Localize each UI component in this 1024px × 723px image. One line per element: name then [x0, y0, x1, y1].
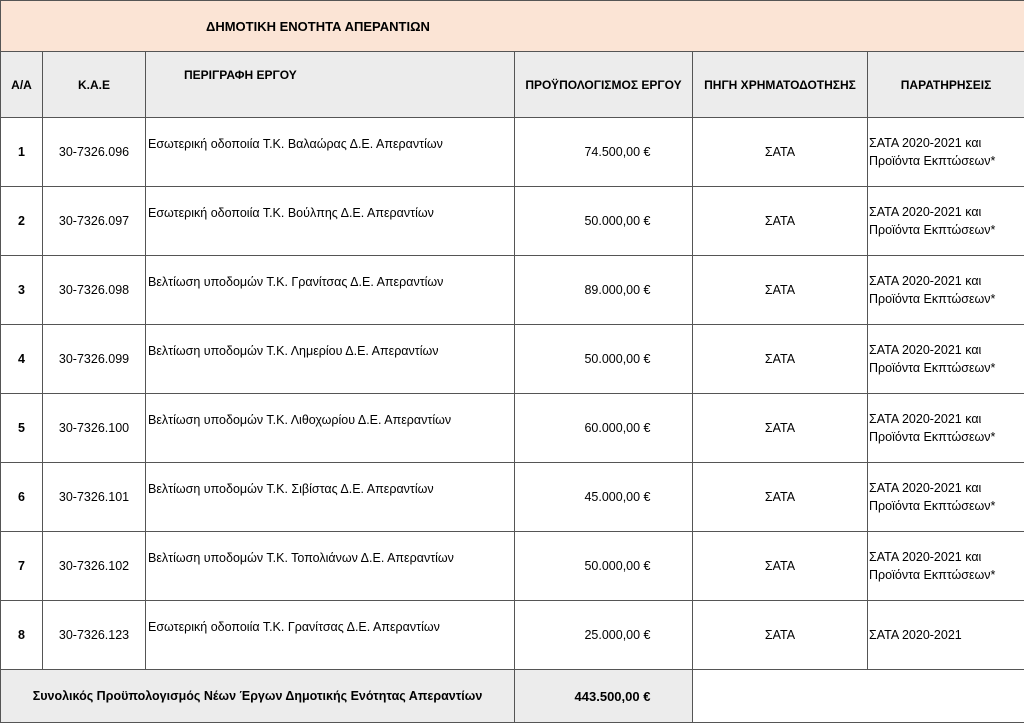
- row-funding-source: ΣΑΤΑ: [693, 187, 868, 256]
- row-number: 1: [1, 118, 43, 187]
- header-row: [1, 52, 1024, 118]
- table-row: [1, 463, 1024, 532]
- title-row: [1, 1, 1024, 52]
- row-number: 5: [1, 394, 43, 463]
- row-description: Εσωτερική οδοποιία Τ.Κ. Βαλαώρας Δ.Ε. Απεραντίων: [146, 118, 515, 187]
- header-source: ΠΗΓΗ ΧΡΗΜΑΤΟΔΟΤΗΣΗΣ: [693, 52, 868, 118]
- total-blank-cell: [693, 670, 1024, 723]
- row-funding-source: ΣΑΤΑ: [693, 394, 868, 463]
- row-number: 2: [1, 187, 43, 256]
- table-row: [1, 256, 1024, 325]
- table-row: [1, 394, 1024, 463]
- row-kae: 30-7326.123: [43, 601, 146, 670]
- row-budget: 89.000,00 €: [515, 256, 693, 325]
- row-notes: ΣΑΤΑ 2020-2021 και Προϊόντα Εκπτώσεων*: [868, 118, 1024, 187]
- row-number: 3: [1, 256, 43, 325]
- row-notes: ΣΑΤΑ 2020-2021 και Προϊόντα Εκπτώσεων*: [868, 463, 1024, 532]
- row-funding-source: ΣΑΤΑ: [693, 463, 868, 532]
- table-title: ΔΗΜΟΤΙΚΗ ΕΝΟΤΗΤΑ ΑΠΕΡΑΝΤΙΩΝ: [1, 19, 430, 34]
- row-number: 8: [1, 601, 43, 670]
- row-kae: 30-7326.098: [43, 256, 146, 325]
- row-budget: 50.000,00 €: [515, 187, 693, 256]
- header-notes: ΠΑΡΑΤΗΡΗΣΕΙΣ: [868, 52, 1024, 118]
- row-kae: 30-7326.099: [43, 325, 146, 394]
- table-row: [1, 187, 1024, 256]
- header-description: ΠΕΡΙΓΡΑΦΗ ΕΡΓΟΥ: [146, 52, 515, 118]
- header-budget: ΠΡΟΫΠΟΛΟΓΙΣΜΟΣ ΕΡΓΟΥ: [515, 52, 693, 118]
- table-row: [1, 532, 1024, 601]
- row-description: Βελτίωση υποδομών Τ.Κ. Γρανίτσας Δ.Ε. Απεραντίων: [146, 256, 515, 325]
- header-aa: Α/Α: [1, 52, 43, 118]
- table-row: [1, 118, 1024, 187]
- row-description: Βελτίωση υποδομών Τ.Κ. Σιβίστας Δ.Ε. Απεραντίων: [146, 463, 515, 532]
- row-number: 6: [1, 463, 43, 532]
- row-description: Βελτίωση υποδομών Τ.Κ. Λιθοχωρίου Δ.Ε. Απεραντίων: [146, 394, 515, 463]
- row-notes: ΣΑΤΑ 2020-2021: [868, 601, 1024, 670]
- total-row: [1, 670, 1024, 723]
- row-notes: ΣΑΤΑ 2020-2021 και Προϊόντα Εκπτώσεων*: [868, 325, 1024, 394]
- table-row: [1, 325, 1024, 394]
- row-budget: 45.000,00 €: [515, 463, 693, 532]
- row-budget: 25.000,00 €: [515, 601, 693, 670]
- header-kae: Κ.Α.Ε: [43, 52, 146, 118]
- total-value: 443.500,00 €: [515, 670, 693, 723]
- row-funding-source: ΣΑΤΑ: [693, 601, 868, 670]
- total-label: Συνολικός Προϋπολογισμός Νέων Έργων Δημοτικής Ενότητας Απεραντίων: [1, 670, 515, 723]
- row-funding-source: ΣΑΤΑ: [693, 325, 868, 394]
- row-notes: ΣΑΤΑ 2020-2021 και Προϊόντα Εκπτώσεων*: [868, 394, 1024, 463]
- row-notes: ΣΑΤΑ 2020-2021 και Προϊόντα Εκπτώσεων*: [868, 187, 1024, 256]
- row-description: Εσωτερική οδοποιία Τ.Κ. Γρανίτσας Δ.Ε. Απεραντίων: [146, 601, 515, 670]
- row-budget: 50.000,00 €: [515, 532, 693, 601]
- table-body: [1, 118, 1024, 670]
- row-kae: 30-7326.097: [43, 187, 146, 256]
- row-notes: ΣΑΤΑ 2020-2021 και Προϊόντα Εκπτώσεων*: [868, 532, 1024, 601]
- row-number: 4: [1, 325, 43, 394]
- row-kae: 30-7326.100: [43, 394, 146, 463]
- row-budget: 50.000,00 €: [515, 325, 693, 394]
- row-description: Βελτίωση υποδομών Τ.Κ. Τοπολιάνων Δ.Ε. Απεραντίων: [146, 532, 515, 601]
- row-number: 7: [1, 532, 43, 601]
- row-funding-source: ΣΑΤΑ: [693, 256, 868, 325]
- row-funding-source: ΣΑΤΑ: [693, 118, 868, 187]
- row-kae: 30-7326.102: [43, 532, 146, 601]
- row-description: Εσωτερική οδοποιία Τ.Κ. Βούλπης Δ.Ε. Απεραντίων: [146, 187, 515, 256]
- row-funding-source: ΣΑΤΑ: [693, 532, 868, 601]
- table-title-cell: [1, 1, 1024, 52]
- row-notes: ΣΑΤΑ 2020-2021 και Προϊόντα Εκπτώσεων*: [868, 256, 1024, 325]
- row-kae: 30-7326.096: [43, 118, 146, 187]
- row-description: Βελτίωση υποδομών Τ.Κ. Λημερίου Δ.Ε. Απεραντίων: [146, 325, 515, 394]
- row-budget: 74.500,00 €: [515, 118, 693, 187]
- row-budget: 60.000,00 €: [515, 394, 693, 463]
- row-kae: 30-7326.101: [43, 463, 146, 532]
- table-row: [1, 601, 1024, 670]
